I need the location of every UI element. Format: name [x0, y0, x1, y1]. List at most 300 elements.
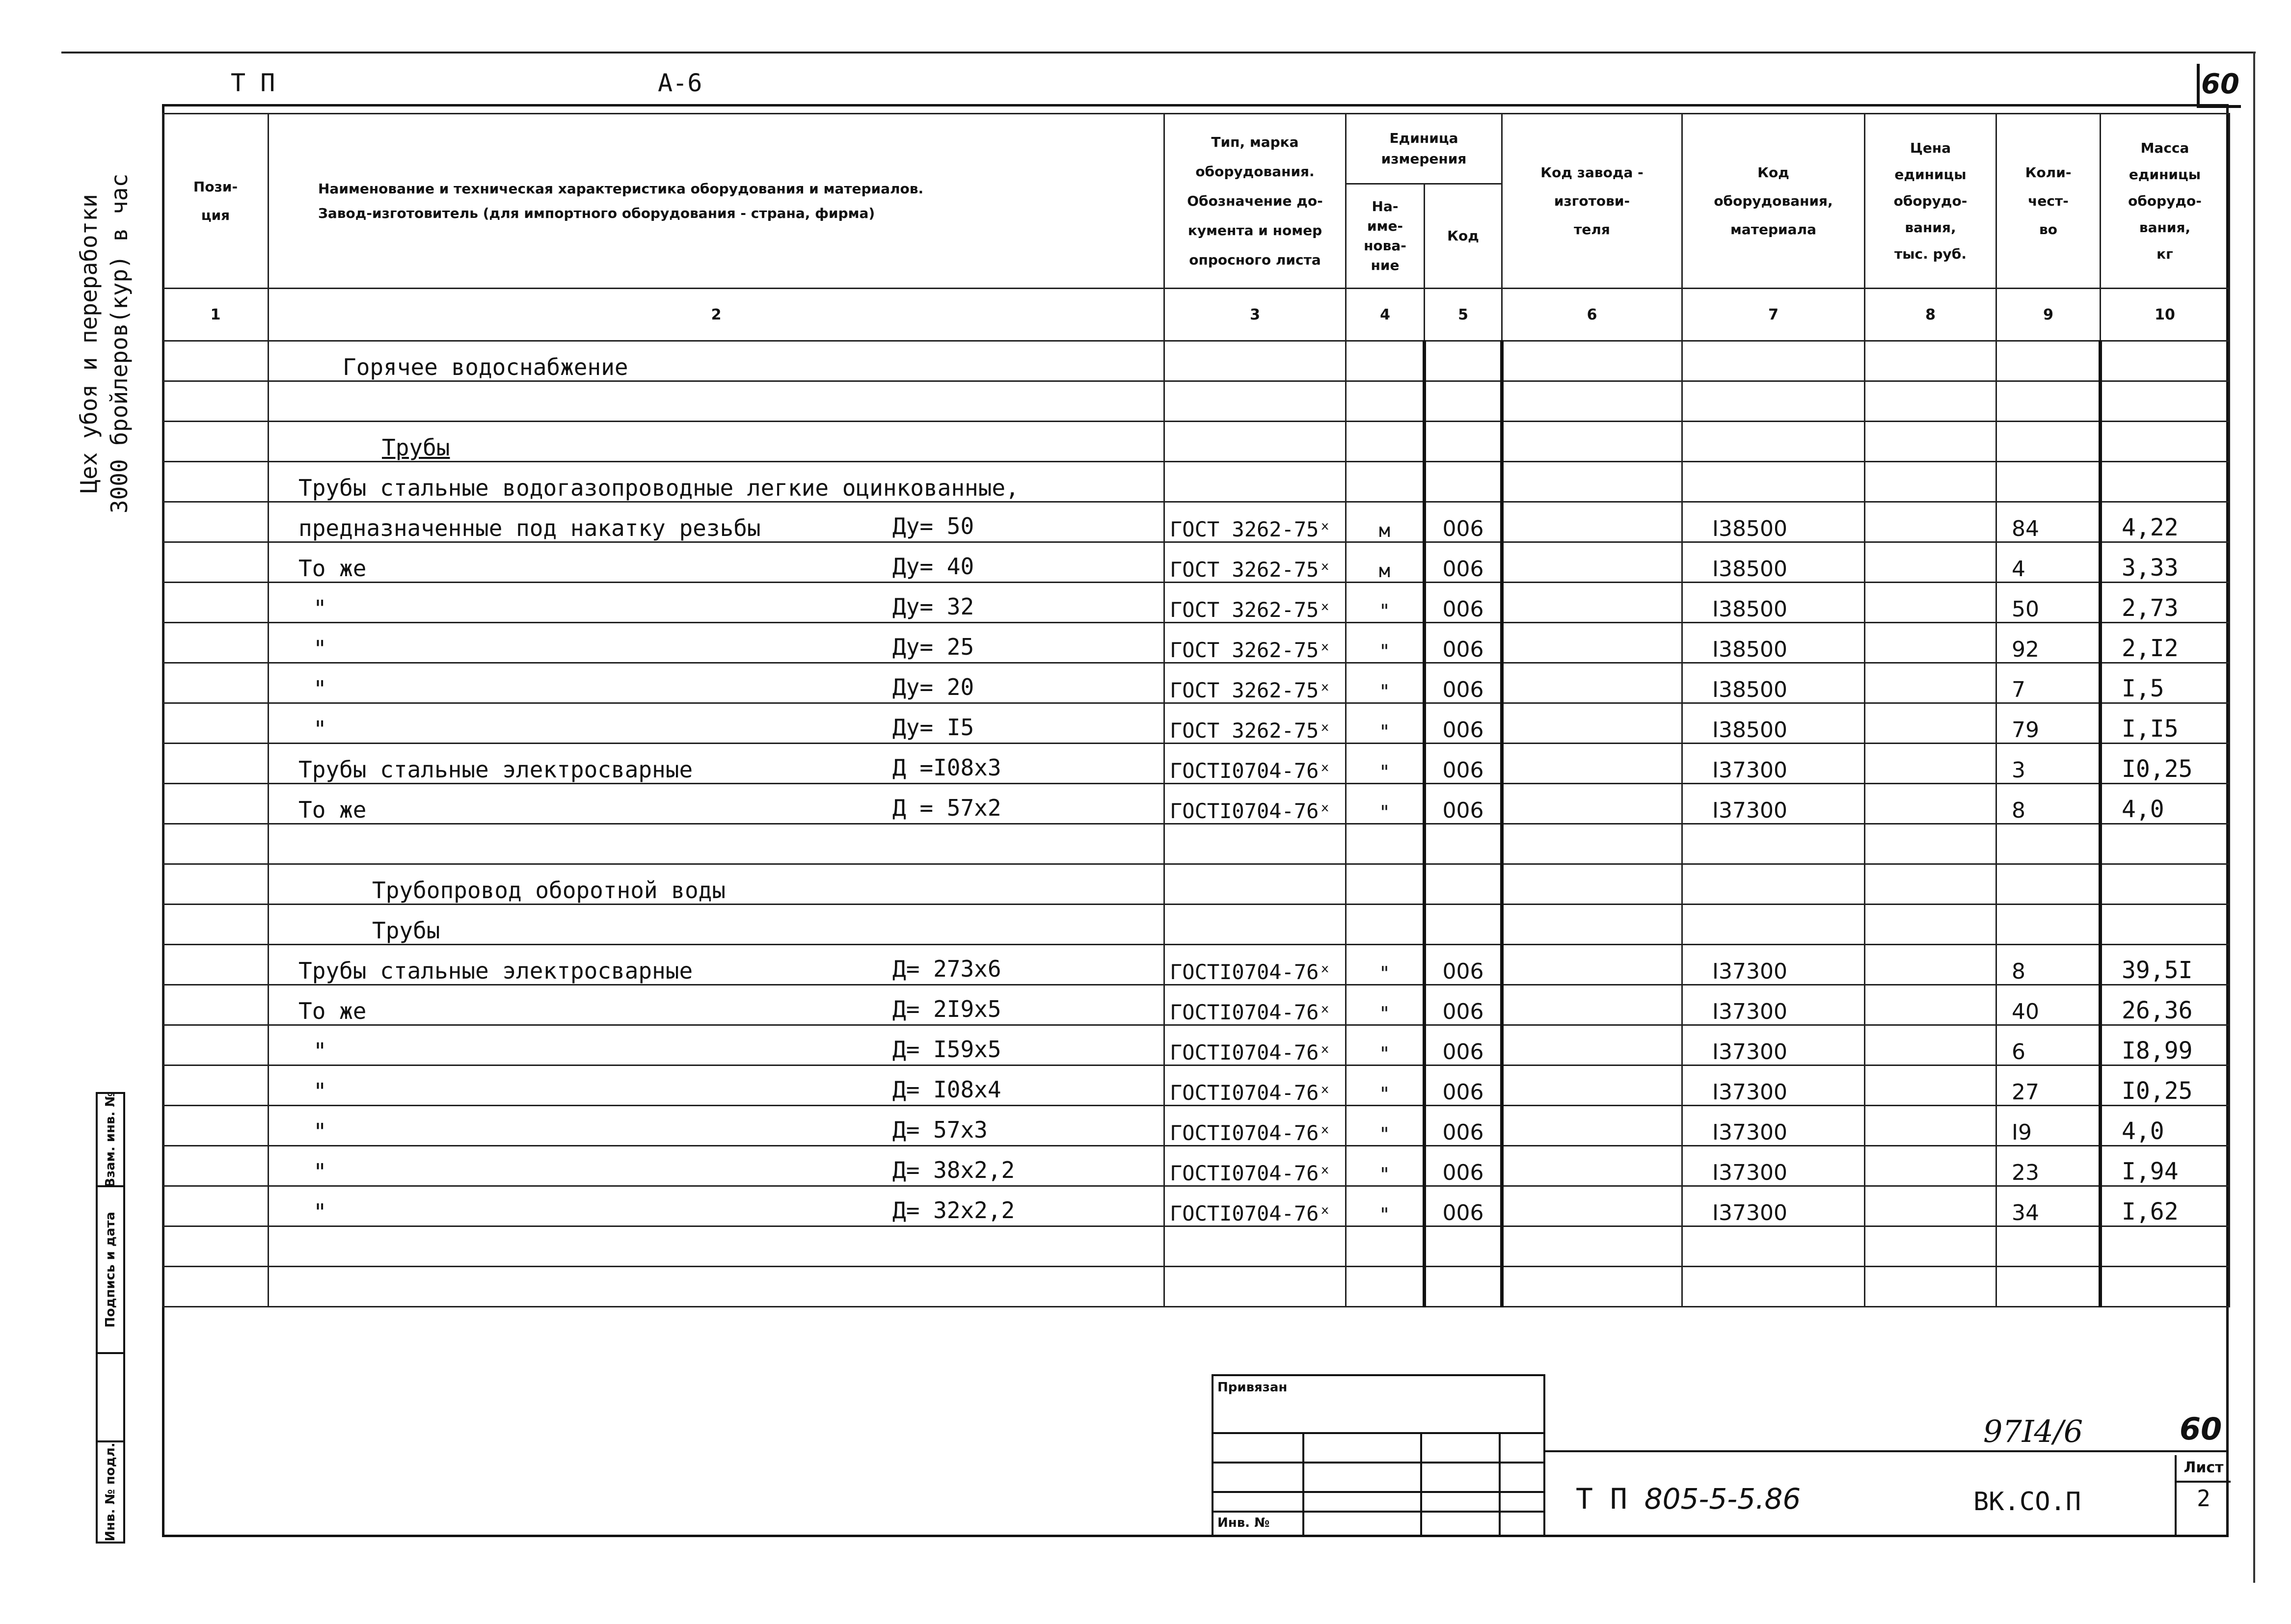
equip-code-cell: I38500 — [1682, 502, 1865, 542]
col-number: 10 — [2101, 289, 2230, 341]
side-stamp-strip — [96, 1092, 125, 1544]
item-name: Горячее водоснабжение — [343, 354, 628, 380]
quantity-cell — [1996, 905, 2101, 945]
position-cell — [163, 703, 269, 744]
unit-code-cell: 006 — [1425, 985, 1502, 1025]
price-cell — [1865, 824, 1996, 864]
unit-cell: " — [1346, 703, 1425, 744]
equip-code-cell — [1682, 462, 1865, 502]
item-dimension: Ду= 20 — [892, 674, 974, 700]
price-cell — [1865, 864, 1996, 905]
col-header-plant-code: Код завода - изготови- теля — [1502, 114, 1682, 289]
equip-code-cell: I37300 — [1682, 1065, 1865, 1106]
position-cell — [163, 824, 269, 864]
item-name: То же — [298, 797, 367, 823]
item-dimension: Д= 2I9x5 — [892, 996, 1001, 1022]
mass-cell: 39,5I — [2101, 945, 2230, 985]
item-dimension: Д =I08x3 — [892, 754, 1001, 781]
item-name: " — [313, 1078, 327, 1105]
position-cell — [163, 663, 269, 703]
standard-cell — [1164, 1226, 1346, 1267]
item-name: Трубы стальные электросварные — [298, 958, 693, 984]
unit-cell: м — [1346, 542, 1425, 583]
unit-cell: " — [1346, 623, 1425, 663]
side-cell-inventory-label: Инв. № подл. — [103, 1442, 118, 1542]
price-cell — [1865, 542, 1996, 583]
quantity-cell — [1996, 422, 2101, 462]
unit-code-cell: 006 — [1425, 1106, 1502, 1146]
unit-code-cell — [1425, 905, 1502, 945]
standard-cell: ГОСТ 3262-75ˣ — [1164, 542, 1346, 583]
col-header-unit-name: На- име- нова- ние — [1346, 184, 1425, 289]
side-title-line-2: 3000 бройлеров(кур) в час — [106, 173, 133, 514]
blank-row — [163, 1267, 2230, 1307]
item-name-cell — [269, 1186, 1164, 1226]
standard-cell — [1164, 341, 1346, 381]
table-row — [163, 583, 2230, 623]
item-name: Трубы — [382, 434, 450, 461]
quantity-cell: 27 — [1996, 1065, 2101, 1106]
equip-code-cell: I37300 — [1682, 784, 1865, 824]
col-number: 6 — [1502, 289, 1682, 341]
quantity-cell — [1996, 341, 2101, 381]
item-name-cell — [269, 824, 1164, 864]
unit-cell — [1346, 864, 1425, 905]
column-number-row — [163, 289, 2230, 341]
top-border-line — [61, 52, 2256, 53]
item-dimension: Д= 38x2,2 — [892, 1157, 1015, 1183]
plant-code-cell — [1502, 1065, 1682, 1106]
plant-code-cell — [1502, 1106, 1682, 1146]
plant-code-cell — [1502, 905, 1682, 945]
position-cell — [163, 1065, 269, 1106]
unit-cell: " — [1346, 945, 1425, 985]
item-name-cell — [269, 1267, 1164, 1307]
equip-code-cell: I37300 — [1682, 985, 1865, 1025]
sheet-number-box — [2197, 64, 2241, 108]
document-prefix: Т П — [1576, 1482, 1627, 1516]
quantity-cell: 7 — [1996, 663, 2101, 703]
position-cell — [163, 784, 269, 824]
unit-code-cell: 006 — [1425, 1186, 1502, 1226]
table-row — [163, 502, 2230, 542]
mass-cell — [2101, 1267, 2230, 1307]
col-number: 8 — [1865, 289, 1996, 341]
plant-code-cell — [1502, 583, 1682, 623]
position-cell — [163, 905, 269, 945]
item-name: предназначенные под накатку резьбы — [298, 515, 761, 541]
item-name: " — [313, 1199, 327, 1225]
item-name: " — [313, 716, 327, 743]
document-number — [1576, 1482, 1801, 1516]
unit-code-cell: 006 — [1425, 744, 1502, 784]
item-dimension: Д= I59x5 — [892, 1036, 1001, 1063]
quantity-cell: 23 — [1996, 1146, 2101, 1186]
plant-code-cell — [1502, 1146, 1682, 1186]
list-label: Лист — [2177, 1455, 2231, 1483]
item-dimension: Д = 57x2 — [892, 795, 1001, 821]
plant-code-cell — [1502, 945, 1682, 985]
position-cell — [163, 341, 269, 381]
equip-code-cell: I37300 — [1682, 945, 1865, 985]
position-cell — [163, 744, 269, 784]
item-name: " — [313, 1118, 327, 1145]
quantity-cell — [1996, 1226, 2101, 1267]
item-dimension: Д= 273x6 — [892, 956, 1001, 982]
table-row — [163, 623, 2230, 663]
standard-cell — [1164, 381, 1346, 422]
unit-code-cell: 006 — [1425, 1025, 1502, 1065]
table-row — [163, 542, 2230, 583]
equip-code-cell — [1682, 1226, 1865, 1267]
price-cell — [1865, 583, 1996, 623]
unit-cell: " — [1346, 663, 1425, 703]
col-header-mass: Масса единицы оборудо- вания, кг — [2101, 114, 2230, 289]
equip-code-cell — [1682, 341, 1865, 381]
mass-cell — [2101, 341, 2230, 381]
col-number: 7 — [1682, 289, 1865, 341]
mass-cell: I0,25 — [2101, 1065, 2230, 1106]
quantity-cell: I9 — [1996, 1106, 2101, 1146]
item-name-cell — [269, 462, 1164, 502]
item-dimension: Ду= 50 — [892, 513, 974, 539]
plant-code-cell — [1502, 1267, 1682, 1307]
mass-cell: I,62 — [2101, 1186, 2230, 1226]
right-border-line — [2253, 52, 2255, 1583]
item-name-cell — [269, 1106, 1164, 1146]
col-number: 3 — [1164, 289, 1346, 341]
position-cell — [163, 381, 269, 422]
plant-code-cell — [1502, 1025, 1682, 1065]
unit-code-cell — [1425, 341, 1502, 381]
equip-code-cell — [1682, 422, 1865, 462]
standard-cell: ГОСТI0704-76ˣ — [1164, 1065, 1346, 1106]
item-dimension: Ду= I5 — [892, 714, 974, 741]
mass-cell — [2101, 1226, 2230, 1267]
position-cell — [163, 542, 269, 583]
mass-cell: I8,99 — [2101, 1025, 2230, 1065]
quantity-cell: 79 — [1996, 703, 2101, 744]
unit-cell: " — [1346, 985, 1425, 1025]
standard-cell — [1164, 462, 1346, 502]
unit-cell — [1346, 341, 1425, 381]
table-row — [163, 1025, 2230, 1065]
table-row — [163, 1146, 2230, 1186]
position-cell — [163, 623, 269, 663]
position-cell — [163, 1267, 269, 1307]
mass-cell — [2101, 905, 2230, 945]
equip-code-cell: I38500 — [1682, 703, 1865, 744]
price-cell — [1865, 1025, 1996, 1065]
plant-code-cell — [1502, 422, 1682, 462]
standard-cell: ГОСТI0704-76ˣ — [1164, 744, 1346, 784]
quantity-cell: 8 — [1996, 945, 2101, 985]
equip-code-cell — [1682, 905, 1865, 945]
mass-cell — [2101, 381, 2230, 422]
position-cell — [163, 1025, 269, 1065]
item-name: Трубопровод оборотной воды — [372, 877, 726, 904]
item-name: " — [313, 636, 327, 662]
price-cell — [1865, 1065, 1996, 1106]
item-dimension: Д= 32x2,2 — [892, 1197, 1015, 1224]
unit-code-cell — [1425, 1226, 1502, 1267]
mass-cell: 26,36 — [2101, 985, 2230, 1025]
quantity-cell: 3 — [1996, 744, 2101, 784]
position-cell — [163, 945, 269, 985]
position-cell — [163, 583, 269, 623]
quantity-cell: 92 — [1996, 623, 2101, 663]
mass-cell: I,5 — [2101, 663, 2230, 703]
col-header-unit: Единица измерения — [1346, 114, 1502, 184]
plant-code-cell — [1502, 502, 1682, 542]
unit-code-cell — [1425, 1267, 1502, 1307]
plant-code-cell — [1502, 1226, 1682, 1267]
table-row — [163, 985, 2230, 1025]
table-row — [163, 703, 2230, 744]
table-row — [163, 663, 2230, 703]
plant-code-cell — [1502, 341, 1682, 381]
quantity-cell: 50 — [1996, 583, 2101, 623]
quantity-cell — [1996, 1267, 2101, 1307]
item-name-cell — [269, 905, 1164, 945]
item-name-cell — [269, 502, 1164, 542]
col-number: 5 — [1425, 289, 1502, 341]
price-cell — [1865, 985, 1996, 1025]
price-cell — [1865, 623, 1996, 663]
position-cell — [163, 1106, 269, 1146]
unit-code-cell — [1425, 422, 1502, 462]
item-name-cell — [269, 583, 1164, 623]
item-name-cell — [269, 864, 1164, 905]
unit-code-cell: 006 — [1425, 663, 1502, 703]
equip-code-cell: I37300 — [1682, 1146, 1865, 1186]
position-cell — [163, 422, 269, 462]
unit-cell: " — [1346, 583, 1425, 623]
unit-code-cell: 006 — [1425, 583, 1502, 623]
plant-code-cell — [1502, 744, 1682, 784]
equip-code-cell: I37300 — [1682, 1025, 1865, 1065]
plant-code-cell — [1502, 663, 1682, 703]
inventory-label: Инв. № — [1217, 1516, 1270, 1530]
item-name-cell — [269, 1146, 1164, 1186]
item-dimension: Д= 57x3 — [892, 1117, 988, 1143]
standard-cell — [1164, 864, 1346, 905]
unit-cell — [1346, 905, 1425, 945]
plant-code-cell — [1502, 784, 1682, 824]
standard-cell: ГОСТI0704-76ˣ — [1164, 1106, 1346, 1146]
item-name-cell — [269, 703, 1164, 744]
plant-code-cell — [1502, 703, 1682, 744]
position-cell — [163, 1186, 269, 1226]
item-name: " — [313, 595, 327, 622]
attached-label: Привязан — [1217, 1380, 1288, 1395]
table-row — [163, 462, 2230, 502]
item-name-cell — [269, 422, 1164, 462]
unit-code-cell: 006 — [1425, 784, 1502, 824]
mass-cell: 4,22 — [2101, 502, 2230, 542]
mass-cell: 2,I2 — [2101, 623, 2230, 663]
side-cell-signature-label: Подпись и дата — [103, 1211, 118, 1328]
equip-code-cell — [1682, 864, 1865, 905]
mass-cell — [2101, 824, 2230, 864]
standard-cell — [1164, 1267, 1346, 1307]
series-label: Т П — [231, 69, 275, 97]
item-name: " — [313, 676, 327, 702]
blank-row — [163, 381, 2230, 422]
price-cell — [1865, 703, 1996, 744]
standard-cell: ГОСТI0704-76ˣ — [1164, 784, 1346, 824]
unit-code-cell: 006 — [1425, 1146, 1502, 1186]
mass-cell: I0,25 — [2101, 744, 2230, 784]
standard-cell: ГОСТI0704-76ˣ — [1164, 985, 1346, 1025]
standard-cell — [1164, 905, 1346, 945]
mass-cell: 2,73 — [2101, 583, 2230, 623]
handwritten-number: 97I4/6 — [1983, 1413, 2083, 1449]
price-cell — [1865, 1186, 1996, 1226]
quantity-cell: 34 — [1996, 1186, 2101, 1226]
mass-cell — [2101, 462, 2230, 502]
mass-cell: I,94 — [2101, 1146, 2230, 1186]
standard-cell: ГОСТ 3262-75ˣ — [1164, 663, 1346, 703]
item-dimension: Д= I08x4 — [892, 1076, 1001, 1103]
quantity-cell — [1996, 824, 2101, 864]
equip-code-cell — [1682, 824, 1865, 864]
unit-cell — [1346, 1267, 1425, 1307]
item-name-cell — [269, 381, 1164, 422]
unit-cell: " — [1346, 784, 1425, 824]
plant-code-cell — [1502, 542, 1682, 583]
col-header-position: Пози- ция — [163, 114, 269, 289]
col-number: 1 — [163, 289, 269, 341]
unit-code-cell — [1425, 824, 1502, 864]
standard-cell: ГОСТI0704-76ˣ — [1164, 1186, 1346, 1226]
table-row — [163, 1106, 2230, 1146]
unit-cell: " — [1346, 1025, 1425, 1065]
item-name: " — [313, 1159, 327, 1185]
sheet-number-bottom: 60 — [2180, 1411, 2222, 1447]
item-name-cell — [269, 542, 1164, 583]
quantity-cell: 84 — [1996, 502, 2101, 542]
plant-code-cell — [1502, 623, 1682, 663]
unit-cell — [1346, 1226, 1425, 1267]
item-name-cell — [269, 341, 1164, 381]
price-cell — [1865, 945, 1996, 985]
quantity-cell: 4 — [1996, 542, 2101, 583]
quantity-cell — [1996, 381, 2101, 422]
specification-table — [162, 113, 2230, 1307]
list-box — [2175, 1455, 2229, 1536]
list-number: 2 — [2197, 1485, 2210, 1512]
plant-code-cell — [1502, 824, 1682, 864]
col-header-type: Тип, марка оборудования. Обозначение до- кумента и номер опросного листа — [1164, 114, 1346, 289]
item-name: Трубы стальные электросварные — [298, 756, 693, 783]
mass-cell: 4,0 — [2101, 784, 2230, 824]
standard-cell: ГОСТ 3262-75ˣ — [1164, 583, 1346, 623]
equip-code-cell: I37300 — [1682, 1106, 1865, 1146]
unit-cell: " — [1346, 1186, 1425, 1226]
item-dimension: Ду= 25 — [892, 634, 974, 660]
unit-code-cell: 006 — [1425, 945, 1502, 985]
plant-code-cell — [1502, 864, 1682, 905]
plant-code-cell — [1502, 985, 1682, 1025]
standard-cell — [1164, 824, 1346, 864]
plant-code-cell — [1502, 462, 1682, 502]
blank-row — [163, 1226, 2230, 1267]
title-block-line — [1545, 1450, 2229, 1452]
item-dimension: Ду= 32 — [892, 593, 974, 620]
price-cell — [1865, 905, 1996, 945]
col-header-name: Наименование и техническая характеристика оборудования и материалов. Завод-изготовитель (для импортного оборудования - страна, фирма) — [269, 114, 1164, 289]
table-row — [163, 1186, 2230, 1226]
standard-cell: ГОСТI0704-76ˣ — [1164, 1146, 1346, 1186]
position-cell — [163, 502, 269, 542]
unit-code-cell — [1425, 864, 1502, 905]
side-title-line-1: Цех убоя и переработки — [76, 194, 102, 493]
mass-cell: 3,33 — [2101, 542, 2230, 583]
price-cell — [1865, 422, 1996, 462]
item-name-cell — [269, 744, 1164, 784]
unit-code-cell: 006 — [1425, 703, 1502, 744]
item-name-cell — [269, 985, 1164, 1025]
position-cell — [163, 864, 269, 905]
col-header-price: Цена единицы оборудо- вания, тыс. руб. — [1865, 114, 1996, 289]
mass-cell: 4,0 — [2101, 1106, 2230, 1146]
side-cell-replace-label: Взам. инв. № — [103, 1092, 118, 1188]
item-name-cell — [269, 623, 1164, 663]
document-section: ВК.СО.П — [1973, 1487, 2081, 1517]
table-row — [163, 905, 2230, 945]
standard-cell: ГОСТ 3262-75ˣ — [1164, 703, 1346, 744]
table-row — [163, 864, 2230, 905]
standard-cell: ГОСТI0704-76ˣ — [1164, 1025, 1346, 1065]
price-cell — [1865, 784, 1996, 824]
blank-row — [163, 824, 2230, 864]
unit-code-cell — [1425, 462, 1502, 502]
unit-cell: " — [1346, 1146, 1425, 1186]
quantity-cell: 6 — [1996, 1025, 2101, 1065]
col-header-unit-code: Код — [1425, 184, 1502, 289]
standard-cell: ГОСТ 3262-75ˣ — [1164, 623, 1346, 663]
col-header-qty: Коли- чест- во — [1996, 114, 2101, 289]
item-name-cell — [269, 1226, 1164, 1267]
equip-code-cell: I37300 — [1682, 1186, 1865, 1226]
item-name: То же — [298, 998, 367, 1024]
item-name-cell — [269, 784, 1164, 824]
equip-code-cell: I38500 — [1682, 663, 1865, 703]
item-name-cell — [269, 663, 1164, 703]
unit-cell: " — [1346, 1065, 1425, 1106]
quantity-cell — [1996, 864, 2101, 905]
position-cell — [163, 1226, 269, 1267]
sheet-number: 60 — [2201, 68, 2239, 100]
price-cell — [1865, 502, 1996, 542]
price-cell — [1865, 341, 1996, 381]
position-cell — [163, 985, 269, 1025]
equip-code-cell — [1682, 1267, 1865, 1307]
position-cell — [163, 462, 269, 502]
standard-cell: ГОСТ 3262-75ˣ — [1164, 502, 1346, 542]
item-name: " — [313, 1038, 327, 1065]
document-code: 805-5-5.86 — [1644, 1482, 1801, 1516]
equip-code-cell — [1682, 381, 1865, 422]
unit-code-cell: 006 — [1425, 623, 1502, 663]
item-name: То же — [298, 555, 367, 582]
price-cell — [1865, 381, 1996, 422]
unit-code-cell: 006 — [1425, 542, 1502, 583]
side-cell-signature — [98, 1187, 123, 1354]
item-name-cell — [269, 1065, 1164, 1106]
price-cell — [1865, 462, 1996, 502]
